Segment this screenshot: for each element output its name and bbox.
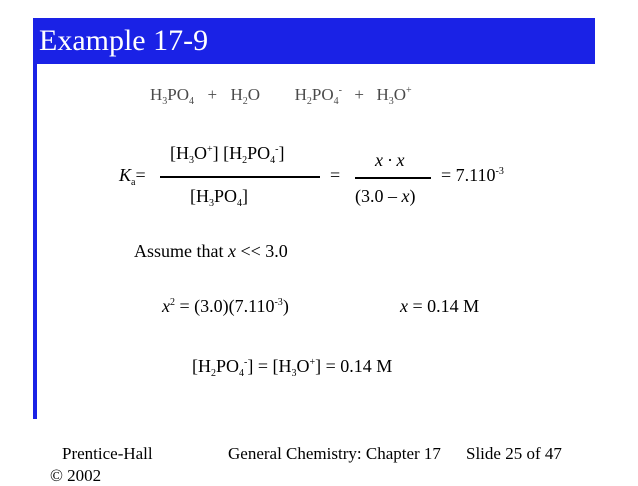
ka-equals-sign: =: [330, 165, 341, 185]
footer-publisher: Prentice-Hall: [62, 444, 153, 463]
reaction-equation: $H_3PO_4 + H_2O$ $H_2PO_4^- + H_3O^+$: [150, 85, 412, 107]
footer-book-title: General Chemistry: Chapter 17: [228, 444, 441, 463]
final-concentrations: $[H_2PO_4^-] = [H_3O^+] = 0.14$ M: [192, 356, 393, 379]
left-rule-divider: [33, 64, 37, 419]
ka-result: = $7.110^{-3}$: [441, 165, 504, 185]
footer-slide-number: Slide 25 of 47: [466, 444, 562, 463]
ka-fraction-line: [160, 176, 320, 178]
ka-label: $K_a=$: [119, 165, 146, 188]
slide-title: Example 17-9: [39, 24, 209, 57]
footer-copyright: © 2002: [50, 466, 102, 485]
assumption-text: Assume that x << 3.0: [134, 241, 288, 261]
ka-numerator: $[H_3O^+]$ $[H_2PO_4^-]$: [170, 143, 285, 166]
x-squared-equation: $x^2 = (3.0)(7.110^{-3})$: [162, 296, 289, 316]
ka-fraction2-line: [355, 177, 431, 179]
ka-denominator: $[H_3PO_4]$: [190, 186, 249, 209]
ka-fraction2-numerator: x · x: [375, 150, 405, 170]
ka-fraction2-denominator: (3.0 – x): [355, 186, 416, 206]
x-solution: x = 0.14 M: [400, 296, 480, 316]
title-bar: [33, 18, 595, 64]
